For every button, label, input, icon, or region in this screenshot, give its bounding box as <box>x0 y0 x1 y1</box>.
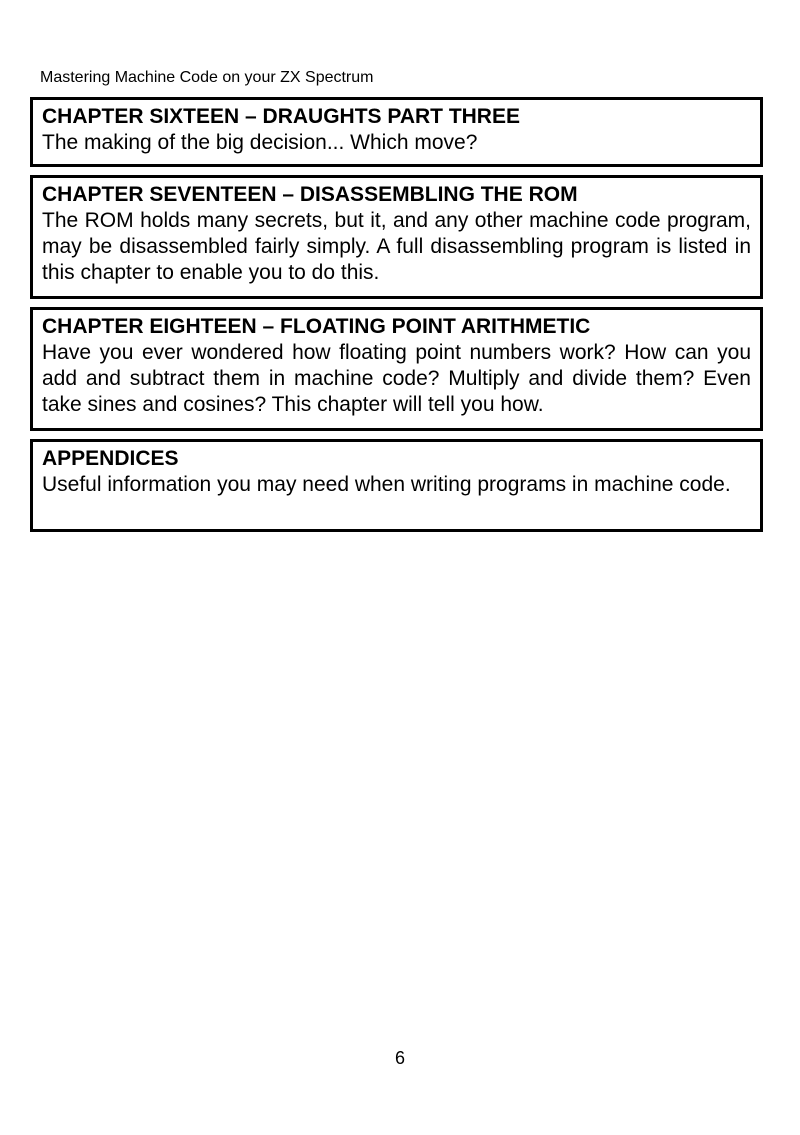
chapter-description: The ROM holds many secrets, but it, and any other machine code program, may be disassembled fairly simply. A full disassembling program is listed in this chapter to enable you to do this. <box>42 209 751 284</box>
chapter-box-eighteen <box>30 307 763 431</box>
chapter-title: CHAPTER EIGHTEEN – FLOATING POINT ARITHMETIC <box>42 315 591 338</box>
chapter-box-appendices <box>30 439 763 532</box>
running-header: Mastering Machine Code on your ZX Spectrum <box>40 69 374 86</box>
chapter-title: CHAPTER SIXTEEN – DRAUGHTS PART THREE <box>42 105 520 128</box>
chapter-description: Have you ever wondered how floating point numbers work? How can you add and subtract them in machine code? Multiply and divide them? Even take sines and cosines? This chapter will tell you how. <box>42 341 751 416</box>
chapter-title: CHAPTER SEVENTEEN – DISASSEMBLING THE ROM <box>42 183 578 206</box>
page-number: 6 <box>394 1048 405 1068</box>
chapter-description: The making of the big decision... Which move? <box>42 131 478 154</box>
chapter-box-sixteen <box>30 97 763 167</box>
chapter-description: Useful information you may need when writing programs in machine code. <box>42 473 731 496</box>
chapter-box-seventeen <box>30 175 763 299</box>
chapter-title: APPENDICES <box>42 447 179 470</box>
